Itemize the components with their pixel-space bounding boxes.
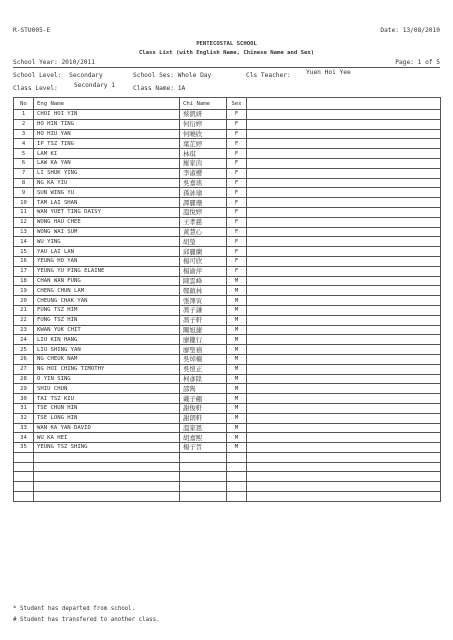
cell-chi-name: 蔡凱妍 bbox=[180, 110, 227, 120]
cell-blank bbox=[247, 158, 441, 168]
cell-sex: M bbox=[227, 296, 247, 306]
school-session bbox=[133, 72, 211, 79]
table-row bbox=[14, 384, 441, 394]
cell-eng-name: WAN YUET TING DAISY bbox=[34, 207, 180, 217]
cell-blank bbox=[247, 256, 441, 266]
cell-chi-name: 林琪 bbox=[180, 149, 227, 159]
cell-chi-name: 楊渝萍 bbox=[180, 266, 227, 276]
table-row-empty bbox=[14, 492, 441, 502]
cls-teacher-value: Yuen Hoi Yee bbox=[306, 69, 351, 76]
column-header-blank bbox=[247, 98, 441, 110]
table-row bbox=[14, 178, 441, 188]
cell-blank bbox=[247, 237, 441, 247]
cell-eng-name: TAM LAI SHAN bbox=[34, 198, 180, 208]
cell-eng-name: LIU SHING YAN bbox=[34, 345, 180, 355]
cell-blank bbox=[247, 149, 441, 159]
table-row bbox=[14, 305, 441, 315]
cell-eng-name: NG HOI CHING TIMOTHY bbox=[34, 364, 180, 374]
class-list-table bbox=[13, 97, 441, 502]
footnote-transferred: # Student has transfered to another class. bbox=[13, 617, 160, 623]
cell-no: 13 bbox=[14, 227, 34, 237]
cell-blank bbox=[247, 394, 441, 404]
table-row bbox=[14, 296, 441, 306]
cell-empty bbox=[227, 462, 247, 472]
cell-blank bbox=[247, 384, 441, 394]
cell-blank bbox=[247, 129, 441, 139]
page-value: 1 of 5 bbox=[417, 59, 440, 66]
table-body bbox=[14, 110, 441, 502]
cell-blank bbox=[247, 305, 441, 315]
cell-no: 31 bbox=[14, 403, 34, 413]
cell-eng-name: NG CHEUK NAM bbox=[34, 354, 180, 364]
cell-no: 28 bbox=[14, 374, 34, 384]
class-name-value: 1A bbox=[177, 85, 186, 92]
school-ses-label: School Ses: bbox=[133, 72, 174, 79]
table-row bbox=[14, 315, 441, 325]
cell-no: 4 bbox=[14, 139, 34, 149]
cell-blank bbox=[247, 433, 441, 443]
cell-blank bbox=[247, 443, 441, 453]
cell-chi-name: 孫詠瑜 bbox=[180, 188, 227, 198]
cell-eng-name: WONG WAI SUM bbox=[34, 227, 180, 237]
cell-chi-name: 關旭捷 bbox=[180, 325, 227, 335]
cell-blank bbox=[247, 413, 441, 423]
table-row bbox=[14, 266, 441, 276]
cell-empty bbox=[14, 452, 34, 462]
cell-empty bbox=[227, 452, 247, 462]
cell-no: 34 bbox=[14, 433, 34, 443]
cell-empty bbox=[34, 482, 180, 492]
cell-eng-name: NG KA YIU bbox=[34, 178, 180, 188]
cell-sex: F bbox=[227, 207, 247, 217]
cell-empty bbox=[14, 482, 34, 492]
cell-no: 8 bbox=[14, 178, 34, 188]
cell-chi-name: 楊可欣 bbox=[180, 256, 227, 266]
school-year-value: 2010/2011 bbox=[61, 59, 95, 66]
cell-eng-name: LAM KI bbox=[34, 149, 180, 159]
report-title: Class List (with English Name, Chinese Name and Sex) bbox=[138, 50, 315, 56]
cell-empty bbox=[247, 482, 441, 492]
cell-no: 11 bbox=[14, 207, 34, 217]
cell-empty bbox=[180, 452, 227, 462]
table-row bbox=[14, 149, 441, 159]
cell-eng-name: FUNG TSZ HIM bbox=[34, 305, 180, 315]
cell-sex: M bbox=[227, 325, 247, 335]
table-row bbox=[14, 188, 441, 198]
cell-empty bbox=[14, 462, 34, 472]
cell-blank bbox=[247, 354, 441, 364]
cell-blank bbox=[247, 345, 441, 355]
report-date bbox=[380, 27, 440, 34]
cell-blank bbox=[247, 217, 441, 227]
table-row bbox=[14, 374, 441, 384]
cell-empty bbox=[227, 472, 247, 482]
cell-no: 21 bbox=[14, 305, 34, 315]
cell-sex: F bbox=[227, 198, 247, 208]
school-level-label: School Level: bbox=[13, 72, 62, 79]
cell-sex: F bbox=[227, 168, 247, 178]
cell-empty bbox=[14, 472, 34, 482]
table-row bbox=[14, 413, 441, 423]
cell-no: 16 bbox=[14, 256, 34, 266]
table-row bbox=[14, 443, 441, 453]
cell-no: 17 bbox=[14, 266, 34, 276]
cell-eng-name: SHIU CHUN bbox=[34, 384, 180, 394]
school-name: PENTECOSTAL SCHOOL bbox=[196, 41, 257, 47]
cell-eng-name: WONG HAU CHEE bbox=[34, 217, 180, 227]
cell-chi-name: 王孝慈 bbox=[180, 217, 227, 227]
cell-eng-name: CHEUNG CHAK YAN bbox=[34, 296, 180, 306]
school-level bbox=[13, 72, 103, 79]
cell-no: 35 bbox=[14, 443, 34, 453]
cell-no: 18 bbox=[14, 276, 34, 286]
cell-sex: F bbox=[227, 188, 247, 198]
cell-eng-name: TAI TSZ KIU bbox=[34, 394, 180, 404]
cell-no: 26 bbox=[14, 354, 34, 364]
cell-no: 2 bbox=[14, 119, 34, 129]
cell-chi-name: 邵雋 bbox=[180, 384, 227, 394]
cell-chi-name: 謝俊軒 bbox=[180, 403, 227, 413]
cell-empty bbox=[247, 462, 441, 472]
cell-sex: M bbox=[227, 413, 247, 423]
cell-chi-name: 胡瑩 bbox=[180, 237, 227, 247]
column-header-sex: Sex bbox=[227, 98, 247, 110]
cell-blank bbox=[247, 247, 441, 257]
cell-sex: F bbox=[227, 266, 247, 276]
cell-chi-name: 馮子軒 bbox=[180, 315, 227, 325]
table-row bbox=[14, 237, 441, 247]
report-id: R-STU005-E bbox=[13, 27, 51, 34]
cell-sex: F bbox=[227, 178, 247, 188]
date-label: Date: bbox=[380, 27, 399, 34]
cell-no: 29 bbox=[14, 384, 34, 394]
cell-no: 19 bbox=[14, 286, 34, 296]
cell-chi-name: 何衍婷 bbox=[180, 119, 227, 129]
cell-sex: M bbox=[227, 374, 247, 384]
cell-empty bbox=[180, 462, 227, 472]
header-divider bbox=[13, 67, 440, 68]
cell-eng-name: CHOI HOI YIN bbox=[34, 110, 180, 120]
table-row bbox=[14, 394, 441, 404]
school-year-label: School Year: bbox=[13, 59, 58, 66]
cell-sex: M bbox=[227, 354, 247, 364]
cell-sex: M bbox=[227, 443, 247, 453]
footnote-departed: * Student has departed from school. bbox=[13, 606, 136, 612]
cell-blank bbox=[247, 364, 441, 374]
cell-chi-name: 溫家恩 bbox=[180, 423, 227, 433]
table-row bbox=[14, 207, 441, 217]
cell-no: 10 bbox=[14, 198, 34, 208]
cell-empty bbox=[247, 472, 441, 482]
table-row bbox=[14, 139, 441, 149]
cell-blank bbox=[247, 325, 441, 335]
cell-blank bbox=[247, 168, 441, 178]
cell-blank bbox=[247, 286, 441, 296]
cell-chi-name: 何曉欣 bbox=[180, 129, 227, 139]
cell-chi-name: 謝朗軒 bbox=[180, 413, 227, 423]
cell-sex: M bbox=[227, 364, 247, 374]
cell-empty bbox=[180, 492, 227, 502]
cell-eng-name: HO HIN TING bbox=[34, 119, 180, 129]
cell-sex: M bbox=[227, 286, 247, 296]
cell-empty bbox=[180, 482, 227, 492]
cell-blank bbox=[247, 139, 441, 149]
cell-blank bbox=[247, 276, 441, 286]
cell-sex: M bbox=[227, 384, 247, 394]
cell-sex: F bbox=[227, 247, 247, 257]
cell-no: 27 bbox=[14, 364, 34, 374]
class-level-label: Class Level: bbox=[13, 85, 58, 92]
cell-eng-name: TSE CHUN HIN bbox=[34, 403, 180, 413]
cell-blank bbox=[247, 227, 441, 237]
cell-blank bbox=[247, 119, 441, 129]
cell-no: 6 bbox=[14, 158, 34, 168]
cell-chi-name: 廖鍵行 bbox=[180, 335, 227, 345]
cell-blank bbox=[247, 178, 441, 188]
cell-no: 9 bbox=[14, 188, 34, 198]
cell-sex: M bbox=[227, 276, 247, 286]
table-row bbox=[14, 119, 441, 129]
table-row bbox=[14, 325, 441, 335]
cell-blank bbox=[247, 335, 441, 345]
column-header-eng-name: Eng Name bbox=[34, 98, 180, 110]
cell-chi-name: 李淑櫻 bbox=[180, 168, 227, 178]
cell-sex: M bbox=[227, 305, 247, 315]
cell-no: 25 bbox=[14, 345, 34, 355]
cell-eng-name: WU KA HEI bbox=[34, 433, 180, 443]
cell-chi-name: 馮子謙 bbox=[180, 305, 227, 315]
table-row bbox=[14, 198, 441, 208]
cell-eng-name: FUNG TSZ HIN bbox=[34, 315, 180, 325]
school-level-value: Secondary bbox=[69, 72, 103, 79]
table-row bbox=[14, 423, 441, 433]
cell-blank bbox=[247, 423, 441, 433]
cell-eng-name: SUN WING YU bbox=[34, 188, 180, 198]
cell-eng-name: LI SHUK YING bbox=[34, 168, 180, 178]
cell-sex: F bbox=[227, 139, 247, 149]
cell-no: 33 bbox=[14, 423, 34, 433]
table-row bbox=[14, 364, 441, 374]
class-level-value: Secondary 1 bbox=[74, 82, 115, 89]
cell-sex: M bbox=[227, 403, 247, 413]
cell-blank bbox=[247, 207, 441, 217]
cell-sex: M bbox=[227, 335, 247, 345]
cell-sex: F bbox=[227, 149, 247, 159]
cell-eng-name: CHAN WAN FUNG bbox=[34, 276, 180, 286]
cell-chi-name: 廖聖禧 bbox=[180, 345, 227, 355]
cell-chi-name: 張澤寅 bbox=[180, 296, 227, 306]
table-row bbox=[14, 168, 441, 178]
cell-eng-name: LIU KIN HANG bbox=[34, 335, 180, 345]
cell-empty bbox=[34, 472, 180, 482]
table-row bbox=[14, 217, 441, 227]
cell-empty bbox=[227, 492, 247, 502]
table-row bbox=[14, 403, 441, 413]
table-row bbox=[14, 158, 441, 168]
cell-sex: F bbox=[227, 110, 247, 120]
column-header-no: No bbox=[14, 98, 34, 110]
cell-chi-name: 戴子翹 bbox=[180, 394, 227, 404]
cell-empty bbox=[34, 462, 180, 472]
cell-no: 12 bbox=[14, 217, 34, 227]
cell-empty bbox=[34, 492, 180, 502]
cell-chi-name: 柯彥陞 bbox=[180, 374, 227, 384]
cell-sex: M bbox=[227, 394, 247, 404]
cell-chi-name: 胡嘉熙 bbox=[180, 433, 227, 443]
cell-chi-name: 羅家茵 bbox=[180, 158, 227, 168]
table-row-empty bbox=[14, 472, 441, 482]
cell-blank bbox=[247, 198, 441, 208]
table-row bbox=[14, 433, 441, 443]
cell-eng-name: LAW KA YAN bbox=[34, 158, 180, 168]
cell-sex: M bbox=[227, 433, 247, 443]
cell-chi-name: 邱麗蘭 bbox=[180, 247, 227, 257]
cell-empty bbox=[180, 472, 227, 482]
class-level bbox=[13, 85, 58, 92]
cell-sex: M bbox=[227, 315, 247, 325]
cell-no: 22 bbox=[14, 315, 34, 325]
cell-no: 7 bbox=[14, 168, 34, 178]
cell-eng-name: YAU LAI LAN bbox=[34, 247, 180, 257]
cls-teacher-label: Cls Teacher: bbox=[246, 72, 291, 79]
table-row bbox=[14, 256, 441, 266]
cell-eng-name: IP TSZ TING bbox=[34, 139, 180, 149]
table-header-row bbox=[14, 98, 441, 110]
cell-blank bbox=[247, 374, 441, 384]
table-row bbox=[14, 247, 441, 257]
cell-empty bbox=[34, 452, 180, 462]
cell-eng-name: YEUNG TSZ SHING bbox=[34, 443, 180, 453]
cell-empty bbox=[247, 452, 441, 462]
cell-no: 24 bbox=[14, 335, 34, 345]
cell-no: 32 bbox=[14, 413, 34, 423]
date-value: 13/08/2010 bbox=[402, 27, 440, 34]
cell-chi-name: 葉芷婷 bbox=[180, 139, 227, 149]
cell-chi-name: 黃慧心 bbox=[180, 227, 227, 237]
cell-eng-name: WU YING bbox=[34, 237, 180, 247]
class-name-label: Class Name: bbox=[133, 85, 174, 92]
cell-eng-name: YEUNG YU PING ELAINE bbox=[34, 266, 180, 276]
cell-chi-name: 鄭鎮林 bbox=[180, 286, 227, 296]
cell-sex: F bbox=[227, 129, 247, 139]
cell-no: 1 bbox=[14, 110, 34, 120]
cell-eng-name: KWAN YUK CHIT bbox=[34, 325, 180, 335]
cell-blank bbox=[247, 110, 441, 120]
cell-no: 30 bbox=[14, 394, 34, 404]
cell-eng-name: WAN KA YAN DAVID bbox=[34, 423, 180, 433]
cell-eng-name: YEUNG HO YAN bbox=[34, 256, 180, 266]
column-header-chi-name: Chi Name bbox=[180, 98, 227, 110]
cell-blank bbox=[247, 403, 441, 413]
cell-no: 5 bbox=[14, 149, 34, 159]
table-row bbox=[14, 110, 441, 120]
cell-eng-name: O YIN SING bbox=[34, 374, 180, 384]
cell-no: 3 bbox=[14, 129, 34, 139]
cell-blank bbox=[247, 315, 441, 325]
cell-chi-name: 吳嘉瑤 bbox=[180, 178, 227, 188]
cell-chi-name: 吳愷正 bbox=[180, 364, 227, 374]
page-label: Page: bbox=[395, 59, 414, 66]
class-teacher bbox=[246, 72, 291, 79]
page-number bbox=[395, 59, 440, 66]
cell-eng-name: HO HIU YAN bbox=[34, 129, 180, 139]
cell-sex: F bbox=[227, 119, 247, 129]
cell-empty bbox=[14, 492, 34, 502]
cell-empty bbox=[227, 482, 247, 492]
table-row bbox=[14, 354, 441, 364]
cell-no: 20 bbox=[14, 296, 34, 306]
table-row bbox=[14, 335, 441, 345]
cell-chi-name: 譚麗珊 bbox=[180, 198, 227, 208]
cell-sex: F bbox=[227, 237, 247, 247]
cell-chi-name: 吳焯楠 bbox=[180, 354, 227, 364]
cell-sex: M bbox=[227, 345, 247, 355]
table-row-empty bbox=[14, 462, 441, 472]
cell-sex: F bbox=[227, 158, 247, 168]
cell-sex: F bbox=[227, 256, 247, 266]
table-row bbox=[14, 227, 441, 237]
cell-eng-name: CHENG CHUN LAM bbox=[34, 286, 180, 296]
table-row bbox=[14, 276, 441, 286]
cell-empty bbox=[247, 492, 441, 502]
table-row bbox=[14, 286, 441, 296]
cell-no: 15 bbox=[14, 247, 34, 257]
cell-eng-name: TSE LONG HIN bbox=[34, 413, 180, 423]
cell-chi-name: 溫悅婷 bbox=[180, 207, 227, 217]
cell-no: 14 bbox=[14, 237, 34, 247]
cell-blank bbox=[247, 188, 441, 198]
table-row bbox=[14, 345, 441, 355]
school-year bbox=[13, 59, 95, 66]
cell-sex: F bbox=[227, 217, 247, 227]
cell-no: 23 bbox=[14, 325, 34, 335]
cell-sex: F bbox=[227, 227, 247, 237]
cell-chi-name: 陳雲峰 bbox=[180, 276, 227, 286]
cell-blank bbox=[247, 296, 441, 306]
cell-sex: M bbox=[227, 423, 247, 433]
school-ses-value: Whole Day bbox=[177, 72, 212, 79]
cell-blank bbox=[247, 266, 441, 276]
cell-chi-name: 楊子晉 bbox=[180, 443, 227, 453]
class-name bbox=[133, 85, 185, 92]
table-row bbox=[14, 129, 441, 139]
table-row-empty bbox=[14, 482, 441, 492]
table-row-empty bbox=[14, 452, 441, 462]
